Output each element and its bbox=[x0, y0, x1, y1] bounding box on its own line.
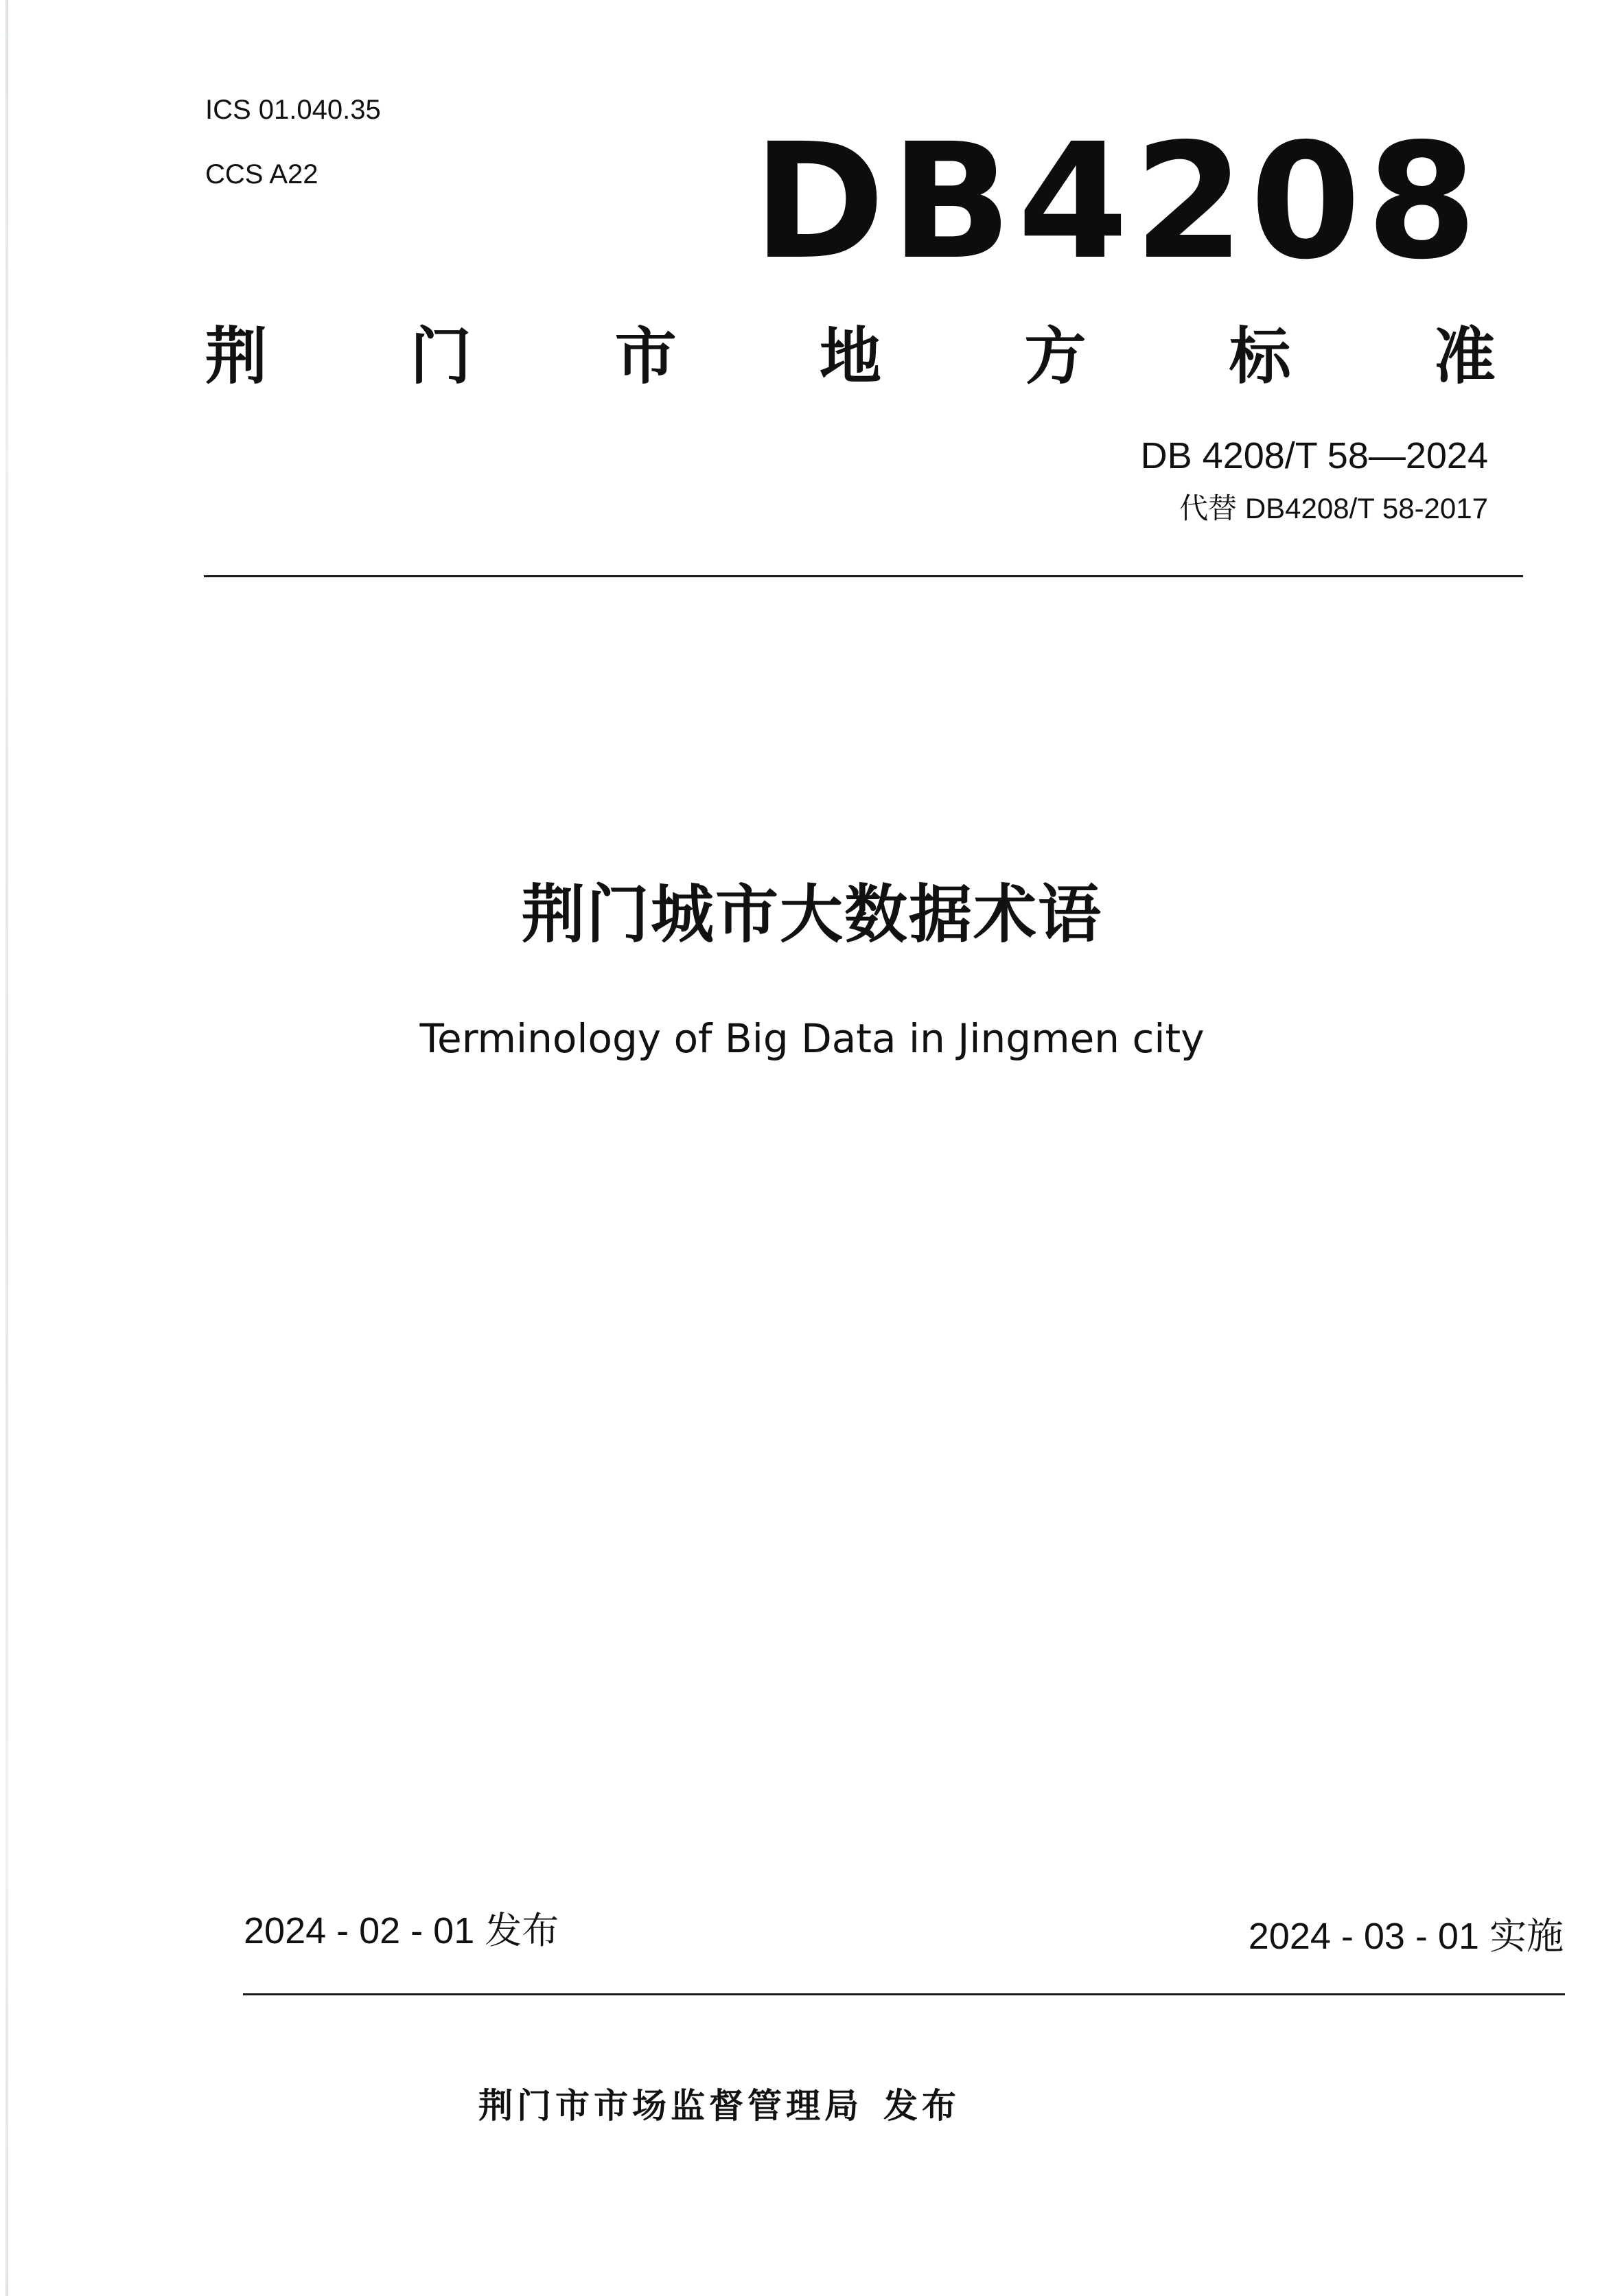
standard-type-char: 地 bbox=[819, 321, 881, 393]
standard-type-char: 门 bbox=[410, 321, 472, 393]
document-title-chinese: 荆门城市大数据术语 bbox=[521, 878, 1102, 951]
ccs-code: CCS A22 bbox=[205, 159, 318, 189]
standard-type-char: 准 bbox=[1433, 321, 1496, 393]
top-divider bbox=[204, 575, 1523, 577]
implementation-date: 2024 - 03 - 01 实施 bbox=[1248, 1916, 1564, 1957]
ics-code: ICS 01.040.35 bbox=[205, 95, 381, 125]
standard-number: DB 4208/T 58—2024 bbox=[1140, 435, 1488, 476]
standard-type-char: 市 bbox=[614, 321, 677, 393]
standard-type-heading bbox=[205, 319, 1496, 395]
publisher-line bbox=[478, 2084, 960, 2128]
standard-type-char: 荆 bbox=[205, 321, 267, 393]
standard-code-logo: DB4208 bbox=[752, 109, 1483, 294]
standard-type-char: 标 bbox=[1229, 321, 1291, 393]
bottom-divider bbox=[243, 1993, 1565, 1995]
publish-action: 发布 bbox=[883, 2086, 960, 2126]
publisher-name: 荆门市市场监督管理局 bbox=[478, 2086, 863, 2126]
replaces-standard: 代替 DB4208/T 58-2017 bbox=[1179, 492, 1488, 524]
issue-date: 2024 - 02 - 01 发布 bbox=[244, 1910, 559, 1951]
standard-type-char: 方 bbox=[1024, 321, 1087, 393]
scan-edge-shadow bbox=[5, 0, 8, 2296]
document-title-english: Terminology of Big Data in Jingmen city bbox=[419, 1015, 1205, 1062]
